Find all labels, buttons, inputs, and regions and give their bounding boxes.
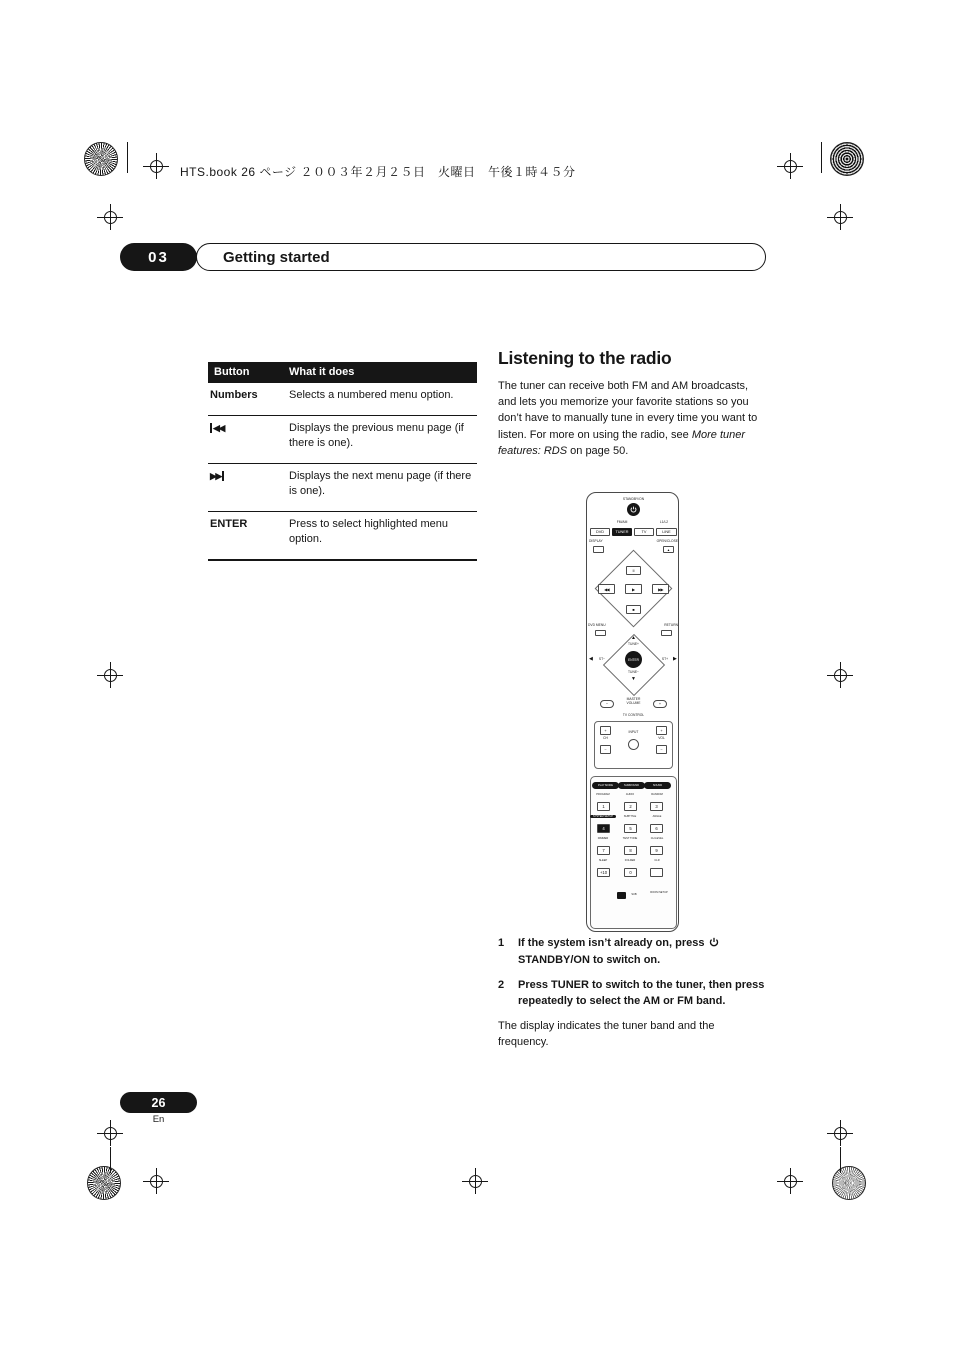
- right-arrow-icon: ▶: [673, 656, 677, 662]
- volume-up-button: +: [653, 700, 667, 708]
- table-header-row: [208, 362, 477, 383]
- print-header-text: HTS.book 26 ページ ２００３年２月２５日 火曜日 午後１時４５分: [180, 165, 576, 179]
- next-page-icon: ▶▶: [210, 471, 224, 481]
- display-label: DISPLAY: [589, 539, 603, 543]
- trim-mark: [127, 142, 128, 173]
- keypad-function-label: SLEEP: [598, 859, 608, 862]
- keypad-number-button: 0: [624, 868, 637, 877]
- registration-crosshair-icon: [97, 662, 123, 688]
- line-button: LINE: [656, 528, 677, 536]
- language-label: En: [152, 1114, 165, 1125]
- master-volume-label: [618, 698, 649, 706]
- fast-forward-button: ▶▶: [652, 584, 669, 594]
- chapter-number-badge: 03: [120, 243, 197, 271]
- keypad-number-button: 6: [650, 824, 663, 833]
- registration-mark-icon: [830, 142, 864, 176]
- left-arrow-icon: ◀: [589, 656, 593, 662]
- step-text: If the system isn’t already on, press: [518, 937, 705, 949]
- registration-crosshair-icon: [462, 1168, 488, 1194]
- tv-input-label: INPUT: [628, 730, 639, 734]
- tv-control-label: TV CONTROL: [622, 713, 645, 717]
- chapter-title-box: [196, 243, 766, 271]
- keypad-function-label: PROGRAM: [596, 793, 610, 796]
- enter-button: ENTER: [625, 651, 642, 668]
- keypad-function-label: SYSTEM SETUP: [590, 815, 616, 818]
- intro-text: on page 50.: [567, 444, 629, 457]
- registration-crosshair-icon: [143, 153, 169, 179]
- tv-input-button: [628, 739, 639, 750]
- registration-crosshair-icon: [97, 204, 123, 230]
- keypad-number-button: 9: [650, 846, 663, 855]
- keypad-room-setup-label: ROOM SETUP: [650, 891, 668, 894]
- keypad-number-button: 8: [624, 846, 637, 855]
- registration-crosshair-icon: [777, 1168, 803, 1194]
- tuner-button: TUNER: [612, 528, 632, 536]
- st-minus-label: ST−: [598, 657, 606, 661]
- table-row: [208, 416, 477, 464]
- master-volume-line1: MASTER: [626, 697, 641, 701]
- registration-crosshair-icon: [777, 153, 803, 179]
- keypad-number-button: 7: [597, 846, 610, 855]
- keypad-number-button: 5: [624, 824, 637, 833]
- keypad-function-label: SUBTITLE: [623, 815, 637, 818]
- section-title: Listening to the radio: [498, 348, 672, 368]
- keypad-mode-pill: SURROUND: [618, 782, 645, 789]
- tv-vol-up-button: +: [656, 726, 667, 735]
- button-table: [208, 362, 477, 561]
- remote-graphic: [586, 492, 679, 932]
- tune-down-label: TUNE−: [628, 670, 639, 674]
- button-name: [208, 469, 289, 500]
- keypad-function-label: RANDOM: [651, 793, 663, 796]
- registration-crosshair-icon: [827, 1120, 853, 1146]
- trim-mark: [110, 1147, 111, 1173]
- keypad-function-label: CLR: [654, 859, 660, 862]
- keypad-number-button: 2: [624, 802, 637, 811]
- button-description: Displays the previous menu page (if there is one).: [289, 421, 464, 449]
- keypad-number-button: [650, 868, 663, 877]
- step-number: 2: [498, 979, 505, 991]
- button-name: Numbers: [210, 389, 258, 401]
- keypad-number-button: 4: [597, 824, 610, 833]
- registration-crosshair-icon: [97, 1120, 123, 1146]
- table-header-button: Button: [214, 365, 250, 378]
- table-header-what-it-does: What it does: [289, 365, 355, 378]
- button-name: [208, 421, 289, 452]
- open-close-button: ▲: [663, 546, 674, 553]
- open-close-label: OPEN/CLOSE: [656, 539, 678, 543]
- return-button: [661, 630, 672, 636]
- step-2: [498, 978, 766, 1009]
- up-arrow-icon: ▲: [631, 635, 636, 641]
- play-button: ▶: [625, 584, 642, 594]
- keypad-function-label: FOLDER: [624, 859, 636, 862]
- tv-ch-up-button: +: [600, 726, 611, 735]
- previous-page-icon: ◀◀: [210, 423, 224, 433]
- st-plus-label: ST+: [661, 657, 669, 661]
- registration-mark-icon: [87, 1166, 121, 1200]
- table-row: [208, 383, 477, 416]
- button-description: Displays the next menu page (if there is one).: [289, 469, 472, 497]
- tv-ch-down-button: −: [600, 745, 611, 754]
- instructions: [498, 936, 766, 1050]
- dvd-menu-label: DVD MENU: [588, 623, 606, 627]
- radio-section: [498, 348, 766, 459]
- standby-button-icon: [627, 503, 640, 516]
- rewind-button: ◀◀: [598, 584, 615, 594]
- keypad-number-button: +10: [597, 868, 610, 877]
- master-volume-line2: VOLUME: [626, 700, 641, 705]
- keypad-function-label: AUDIO: [625, 793, 635, 796]
- keypad-number-button: 1: [597, 802, 610, 811]
- page-number-badge: 26: [120, 1092, 197, 1113]
- standby-power-icon: [709, 937, 719, 953]
- button-name: ENTER: [210, 517, 248, 530]
- display-button: [593, 546, 604, 553]
- registration-crosshair-icon: [143, 1168, 169, 1194]
- trim-mark: [840, 1147, 841, 1173]
- keypad-number-button: 3: [650, 802, 663, 811]
- registration-mark-icon: [84, 142, 118, 176]
- dvd-menu-button: [595, 630, 606, 636]
- table-row: [208, 464, 477, 512]
- keypad-function-label: DIMMER: [597, 837, 609, 840]
- pause-button: II: [626, 566, 641, 575]
- step-followup: The display indicates the tuner band and the frequency.: [498, 1020, 715, 1048]
- registration-crosshair-icon: [827, 204, 853, 230]
- tv-ch-label: CH: [603, 736, 608, 740]
- power-icon: [630, 506, 637, 513]
- subwoofer-icon: [617, 892, 626, 899]
- button-description: Press to select highlighted menu option.: [289, 517, 448, 545]
- button-description: Selects a numbered menu option.: [289, 389, 454, 401]
- intro-reference-italic: More tuner features: RDS: [498, 428, 746, 457]
- keypad-function-label: CH LEVEL: [650, 837, 664, 840]
- step-1: [498, 936, 766, 968]
- trim-mark: [821, 142, 822, 173]
- tv-vol-label: VOL: [658, 736, 665, 740]
- registration-mark-icon: [832, 1166, 866, 1200]
- tv-vol-down-button: −: [656, 745, 667, 754]
- step-number: 1: [498, 937, 505, 949]
- tv-button: TV: [634, 528, 654, 536]
- dvd-button: DVD: [590, 528, 610, 536]
- keypad-mode-pill: PLAY MODE: [592, 782, 619, 789]
- standby-label: STANDBY/ON: [622, 497, 645, 501]
- band-label: FM/AM: [616, 520, 628, 524]
- keypad-function-label: TEST TONE: [622, 837, 638, 840]
- step-1-text: [518, 936, 766, 968]
- table-row: [208, 512, 477, 561]
- down-arrow-icon: ▼: [631, 676, 636, 682]
- chapter-title: Getting started: [223, 248, 330, 266]
- step-2-text: Press TUNER to switch to the tuner, then press repeatedly to select the AM or FM band.: [518, 979, 765, 1007]
- tune-up-label: TUNE+: [628, 642, 639, 646]
- step-text: STANDBY/ON to switch on.: [518, 953, 661, 966]
- keypad-sub-label: SUB: [631, 893, 637, 896]
- intro-text: The tuner can receive both FM and AM broadcasts, and lets you memorize your favorite stations so you don’t have to manually tune in every time you want to listen. For more on using the radio, see: [498, 380, 758, 441]
- section-intro: [498, 378, 766, 459]
- registration-crosshair-icon: [827, 662, 853, 688]
- stop-button: ■: [626, 605, 641, 614]
- keypad-function-label: ANGLE: [652, 815, 662, 818]
- volume-down-button: −: [600, 700, 614, 708]
- line-select-label: L1/L2: [659, 520, 669, 524]
- return-label: RETURN: [664, 623, 678, 627]
- keypad-mode-pill: SOUND: [644, 782, 671, 789]
